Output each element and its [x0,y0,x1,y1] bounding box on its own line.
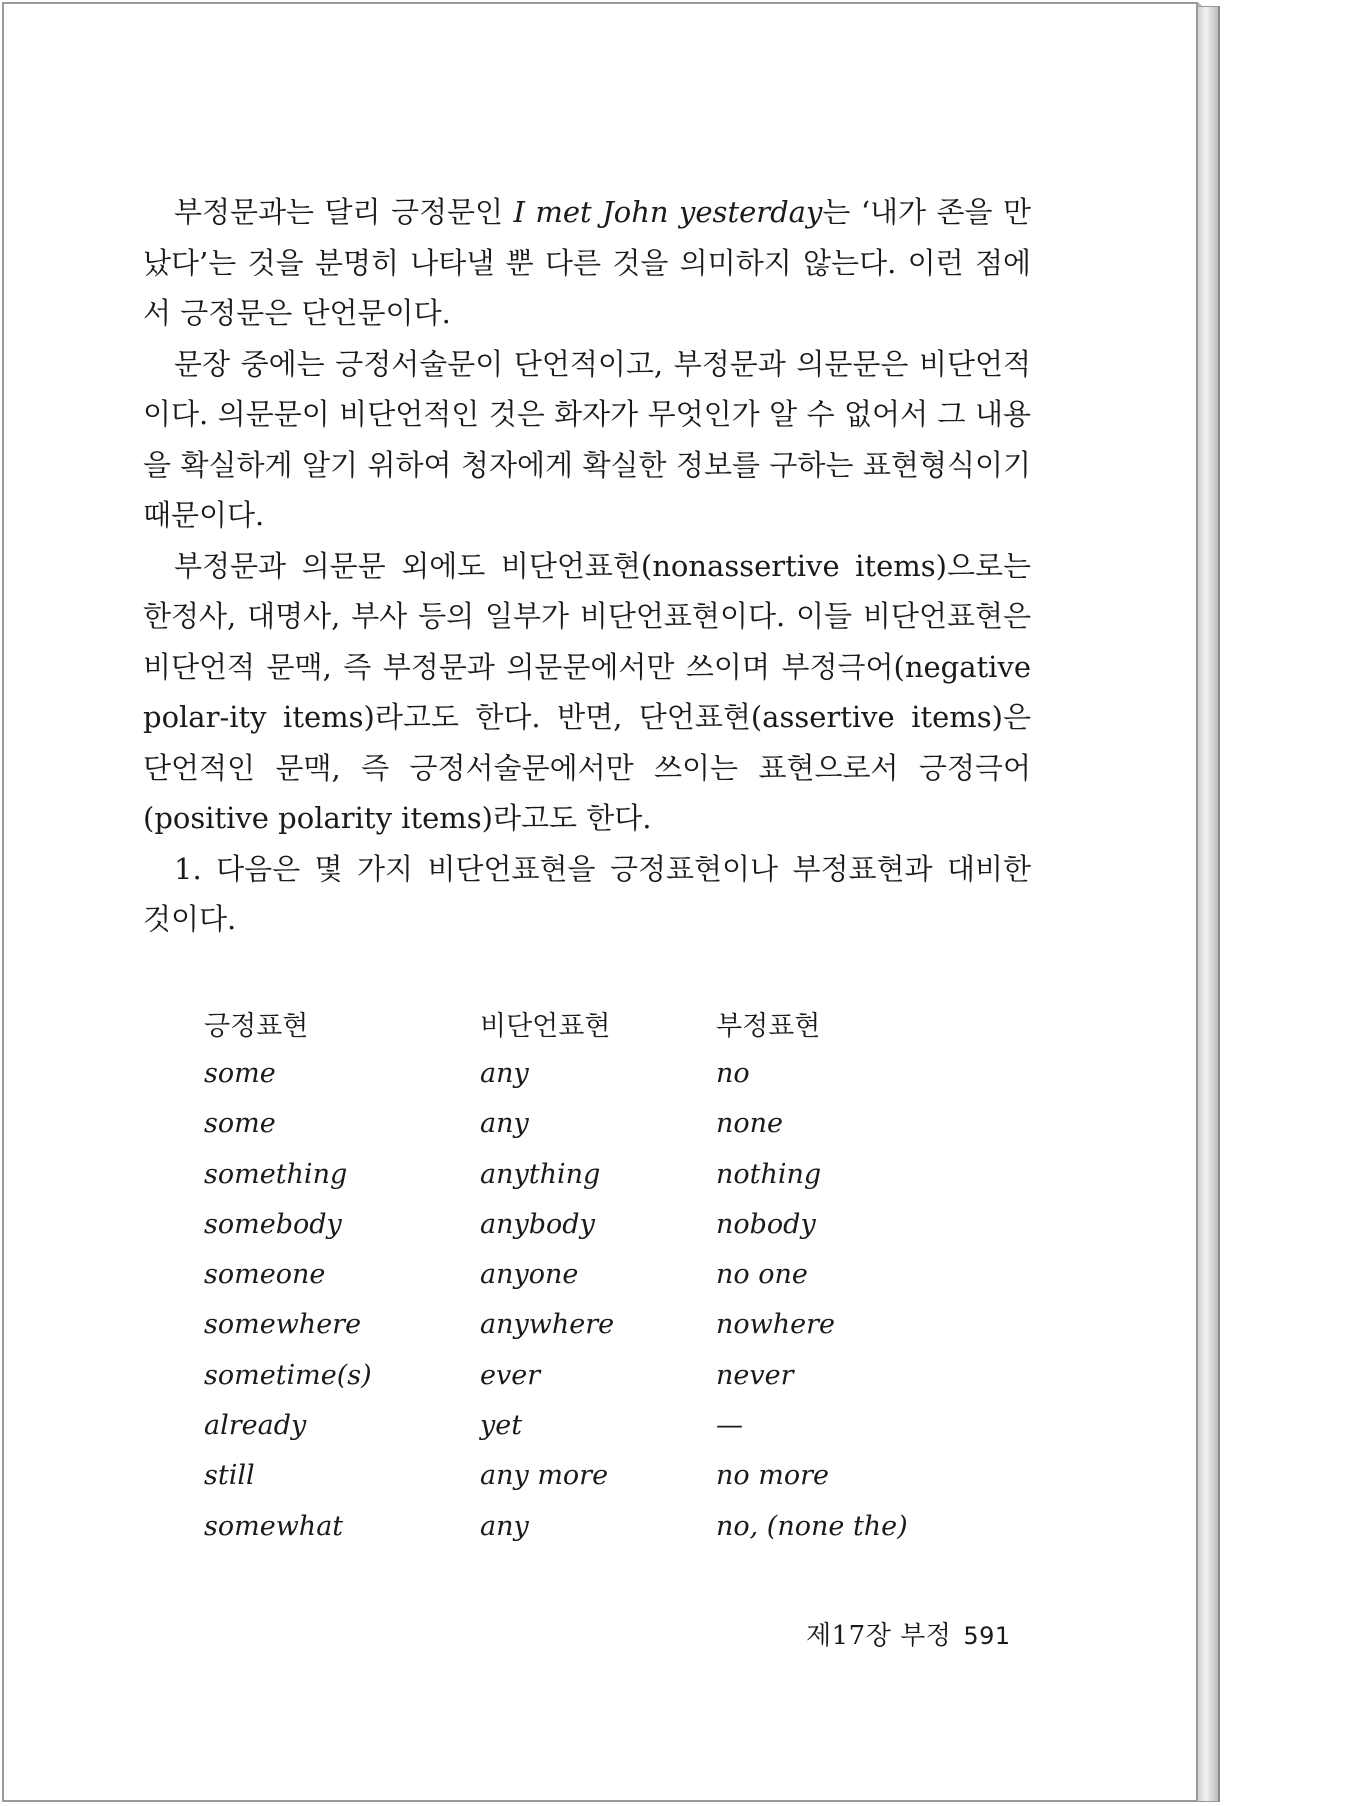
table-row [204,1099,1016,1149]
cell-nonassertive: any more [480,1460,609,1492]
cell-positive: some [204,1108,276,1140]
cell-negative: nothing [716,1158,822,1190]
cell-positive: still [204,1460,255,1492]
table-row [204,1501,1016,1551]
cell-negative: nowhere [716,1309,836,1341]
paragraph-4: 1. 다음은 몇 가지 비단언표현을 긍정표현이나 부정표현과 대비한 것이다. [143,851,1031,936]
cell-nonassertive: any [480,1108,529,1140]
page-stack-edge [1198,6,1220,1802]
cell-positive: something [204,1158,348,1190]
table-row [204,1199,1016,1249]
cell-negative: no one [716,1259,808,1291]
cell-negative: nobody [716,1208,816,1240]
cell-nonassertive: anything [480,1158,601,1190]
cell-negative: — [716,1410,743,1442]
cell-positive: already [204,1410,307,1442]
cell-nonassertive: yet [480,1410,523,1442]
cell-positive: somewhere [204,1309,362,1341]
paragraph-1 [143,187,1031,339]
cell-negative: no [716,1057,750,1089]
cell-nonassertive: anyone [480,1259,579,1291]
cell-nonassertive: any [480,1057,529,1089]
table-row [204,1350,1016,1400]
body-text [143,187,1031,945]
page-number: 591 [963,1622,1011,1650]
table-header-row [204,998,1016,1048]
cell-positive: somewhat [204,1510,344,1542]
table-row [204,1048,1016,1098]
paragraph-3: 부정문과 의문문 외에도 비단언표현(nonassertive items)으로는 한정사, 대명사, 부사 등의 일부가 비단언표현이다. 이들 비단언표현은 비단언적 문맥, 즉 부정문과 의문문에서만 쓰이며 부정극어(negative polar-ity items)라고도 한다. 반면, 단언표현(assertive items)은 단언적인 문맥, 즉 긍정서술문에서만 쓰이는 표현으로서 긍정극어(positive polarity items)라고도 한다. [143,548,1031,835]
table-row [204,1149,1016,1199]
cell-nonassertive: ever [480,1359,541,1391]
cell-negative: no, (none the) [716,1510,908,1542]
cell-positive: sometime(s) [204,1359,372,1391]
cell-positive: some [204,1057,276,1089]
header-nonassertive: 비단언표현 [480,1010,611,1042]
page-footer [806,1615,1011,1652]
header-positive: 긍정표현 [204,1010,309,1042]
cell-nonassertive: anywhere [480,1309,615,1341]
cell-positive: someone [204,1259,326,1291]
paragraph-2: 문장 중에는 긍정서술문이 단언적이고, 부정문과 의문문은 비단언적이다. 의문문이 비단언적인 것은 화자가 무엇인가 알 수 없어서 그 내용을 확실하게 알기 위하여 청자에게 확실한 정보를 구하는 표현형식이기 때문이다. [143,346,1031,532]
cell-negative: no more [716,1460,829,1492]
table-row [204,1451,1016,1501]
cell-nonassertive: any [480,1510,529,1542]
cell-negative: none [716,1108,784,1140]
chapter-label: 제17장 부정 [806,1621,952,1651]
expression-table [204,998,1016,1551]
paragraph-1-start: 부정문과는 달리 긍정문인 [174,195,514,229]
cell-nonassertive: anybody [480,1208,595,1240]
cell-positive: somebody [204,1208,342,1240]
table-row [204,1400,1016,1450]
cell-negative: never [716,1359,794,1391]
paragraph-1-end: 는 ‘내가 존을 만났다’는 것을 분명히 나타낼 뿐 다른 것을 의미하지 않는다. 이런 점에서 긍정문은 단언문이다. [143,195,1031,330]
paragraph-1-example: I met John yesterday [513,195,823,229]
header-negative: 부정표현 [716,1010,821,1042]
table-row [204,1300,1016,1350]
table-row [204,1249,1016,1299]
